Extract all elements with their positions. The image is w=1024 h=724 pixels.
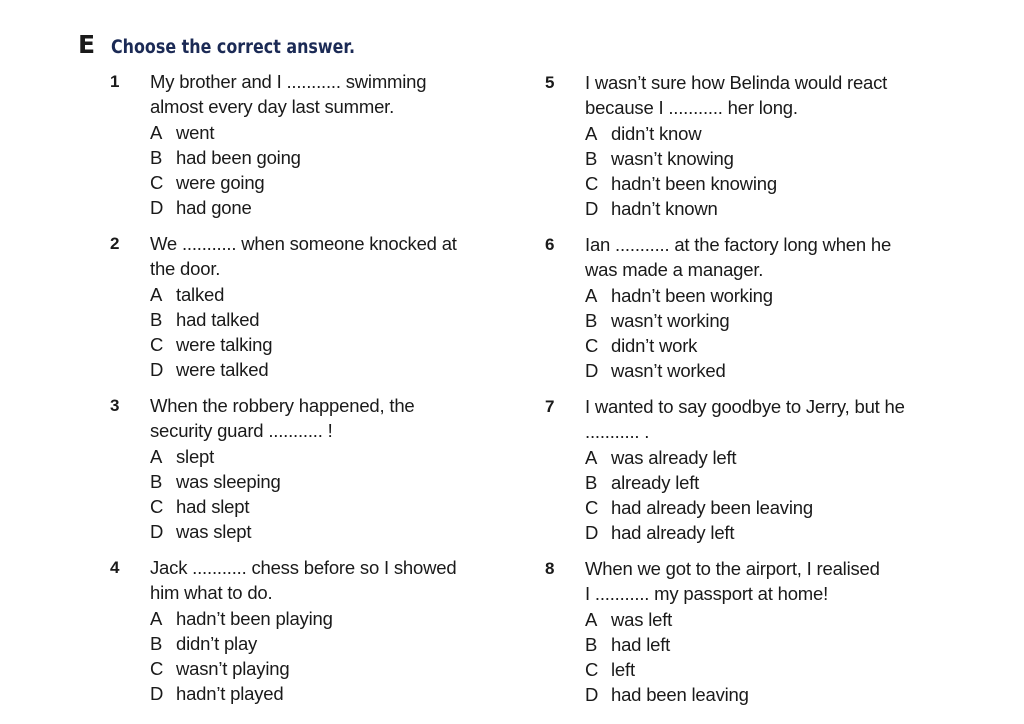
question-text: When we got to the airport, I realised I ........... my passport at home! xyxy=(585,558,880,605)
option-text: already left xyxy=(611,471,700,493)
question-text: My brother and I ........... swimming almost every day last summer. xyxy=(150,71,427,118)
exercise-instruction: Choose the correct answer. xyxy=(111,37,355,58)
option-letter: B xyxy=(585,471,598,493)
answer-option-b xyxy=(150,145,490,170)
question-text: I wasn’t sure how Belinda would react because I ........... her long. xyxy=(585,72,888,119)
option-text: went xyxy=(176,121,215,143)
option-letter: C xyxy=(585,659,599,681)
option-text: had talked xyxy=(176,308,260,330)
question-7 xyxy=(545,394,925,546)
question-8 xyxy=(545,556,925,708)
option-text: had already been leaving xyxy=(611,497,813,519)
question-2 xyxy=(110,231,490,383)
answer-option-d xyxy=(150,357,490,382)
answer-option-a xyxy=(585,121,925,146)
question-number: 4 xyxy=(110,558,120,577)
answer-option-c xyxy=(150,332,490,357)
answer-option-b xyxy=(585,470,925,495)
option-letter: A xyxy=(585,122,598,144)
option-letter: B xyxy=(585,309,598,331)
answer-option-b xyxy=(150,469,490,494)
option-text: had already left xyxy=(611,522,735,544)
option-text: left xyxy=(611,659,635,681)
answer-option-b xyxy=(150,307,490,332)
answer-option-a xyxy=(585,607,925,632)
question-number: 8 xyxy=(545,559,555,578)
question-5 xyxy=(545,70,925,222)
option-letter: A xyxy=(150,121,163,143)
option-text: wasn’t worked xyxy=(611,360,726,382)
answer-option-d xyxy=(150,681,490,706)
section-letter: E xyxy=(78,30,96,59)
option-text: talked xyxy=(176,283,225,305)
option-text: wasn’t playing xyxy=(176,658,290,680)
exercise-header xyxy=(78,30,395,59)
question-number: 3 xyxy=(110,396,120,415)
option-letter: A xyxy=(585,608,598,630)
answer-option-d xyxy=(585,520,925,545)
option-letter: B xyxy=(585,633,598,655)
option-text: were talking xyxy=(176,334,273,356)
answer-option-b xyxy=(585,632,925,657)
option-text: were going xyxy=(176,172,265,194)
answer-option-c xyxy=(150,494,490,519)
answer-option-d xyxy=(585,682,925,707)
question-number: 2 xyxy=(110,234,120,253)
option-text: didn’t play xyxy=(176,632,258,654)
answer-option-a xyxy=(585,445,925,470)
option-letter: C xyxy=(585,335,599,357)
option-text: hadn’t been knowing xyxy=(611,173,777,195)
option-letter: D xyxy=(150,521,164,543)
answer-option-b xyxy=(585,308,925,333)
answer-option-c xyxy=(585,333,925,358)
answer-option-d xyxy=(585,196,925,221)
option-letter: D xyxy=(585,198,599,220)
answer-option-d xyxy=(150,195,490,220)
option-text: was slept xyxy=(176,521,252,543)
question-text: When the robbery happened, the security guard ........... ! xyxy=(150,395,415,442)
question-3 xyxy=(110,393,490,545)
answer-option-a xyxy=(150,120,490,145)
option-text: hadn’t known xyxy=(611,198,718,220)
question-4 xyxy=(110,555,490,707)
option-text: wasn’t working xyxy=(611,309,730,331)
option-letter: D xyxy=(150,359,164,381)
option-text: slept xyxy=(176,445,215,467)
option-letter: B xyxy=(150,632,163,654)
question-text: Jack ........... chess before so I showed him what to do. xyxy=(150,557,457,604)
option-text: was left xyxy=(611,608,673,630)
answer-option-b xyxy=(585,146,925,171)
option-text: wasn’t knowing xyxy=(611,147,734,169)
option-text: was already left xyxy=(611,446,737,468)
option-letter: D xyxy=(585,684,599,706)
question-1 xyxy=(110,69,490,221)
option-text: didn’t work xyxy=(611,335,698,357)
option-text: had been leaving xyxy=(611,684,749,706)
answer-option-c xyxy=(585,657,925,682)
option-letter: C xyxy=(150,658,164,680)
answer-option-c xyxy=(585,495,925,520)
option-letter: A xyxy=(150,445,163,467)
option-text: had left xyxy=(611,633,671,655)
option-letter: A xyxy=(150,607,163,629)
answer-option-a xyxy=(150,606,490,631)
answer-option-d xyxy=(585,358,925,383)
option-text: hadn’t been playing xyxy=(176,607,333,629)
question-6 xyxy=(545,232,925,384)
option-letter: C xyxy=(150,172,164,194)
question-number: 6 xyxy=(545,235,555,254)
option-text: hadn’t played xyxy=(176,683,284,705)
option-letter: B xyxy=(150,146,163,168)
option-letter: C xyxy=(150,334,164,356)
answer-option-d xyxy=(150,519,490,544)
answer-option-c xyxy=(150,170,490,195)
option-text: were talked xyxy=(176,359,269,381)
option-text: had gone xyxy=(176,197,252,219)
question-number: 5 xyxy=(545,73,555,92)
question-text: We ........... when someone knocked at the door. xyxy=(150,233,457,280)
option-letter: C xyxy=(150,496,164,518)
option-letter: B xyxy=(150,308,163,330)
option-letter: B xyxy=(150,470,163,492)
answer-option-a xyxy=(150,444,490,469)
option-letter: D xyxy=(585,522,599,544)
answer-option-b xyxy=(150,631,490,656)
option-letter: C xyxy=(585,497,599,519)
answer-option-a xyxy=(585,283,925,308)
question-text: I wanted to say goodbye to Jerry, but he ........... . xyxy=(585,396,905,443)
option-letter: A xyxy=(150,283,163,305)
option-text: hadn’t been working xyxy=(611,284,773,306)
option-letter: D xyxy=(150,197,164,219)
option-text: was sleeping xyxy=(176,470,281,492)
option-text: had been going xyxy=(176,146,301,168)
option-letter: D xyxy=(150,683,164,705)
option-letter: A xyxy=(585,446,598,468)
question-text: Ian ........... at the factory long when he was made a manager. xyxy=(585,234,892,281)
question-number: 1 xyxy=(110,72,120,91)
option-letter: A xyxy=(585,284,598,306)
option-letter: D xyxy=(585,360,599,382)
option-text: didn’t know xyxy=(611,122,702,144)
answer-option-c xyxy=(585,171,925,196)
option-letter: B xyxy=(585,147,598,169)
answer-option-a xyxy=(150,282,490,307)
answer-option-c xyxy=(150,656,490,681)
option-letter: C xyxy=(585,173,599,195)
option-text: had slept xyxy=(176,496,250,518)
question-number: 7 xyxy=(545,397,555,416)
